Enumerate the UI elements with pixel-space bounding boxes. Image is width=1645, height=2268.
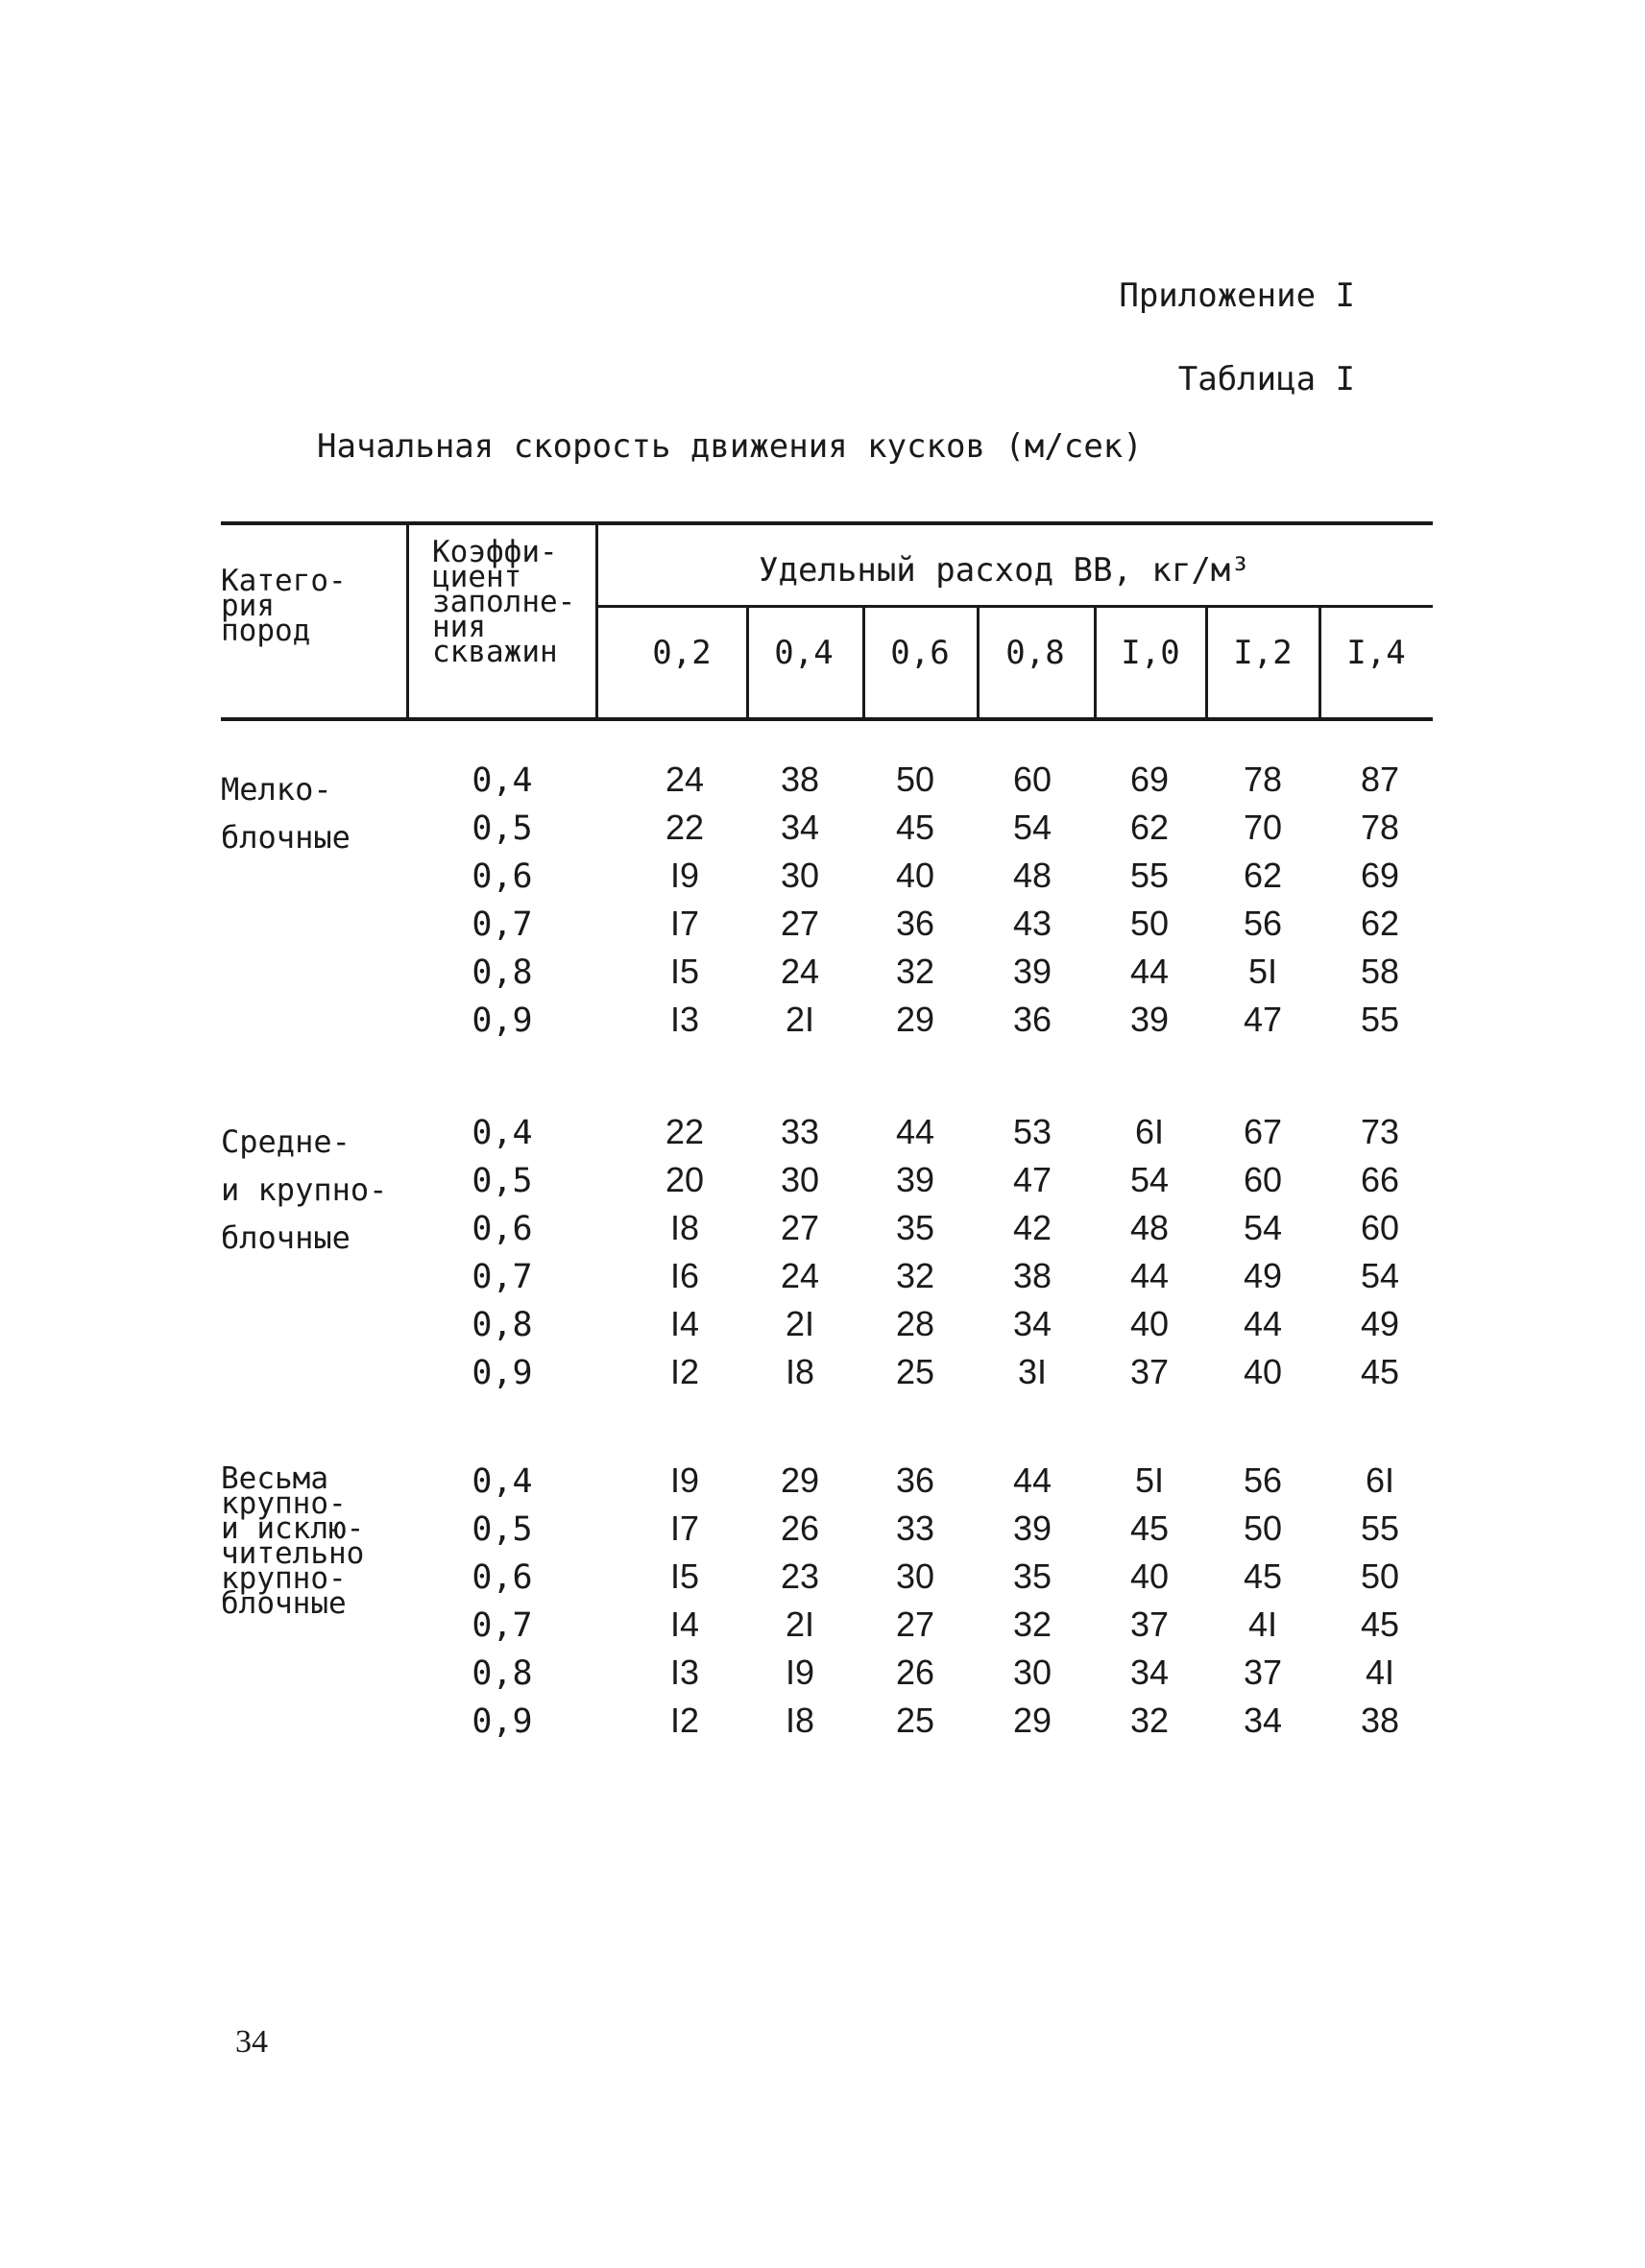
velocity-cell: 50 <box>1360 1556 1400 1596</box>
velocity-cell: 37 <box>1243 1653 1283 1692</box>
fill-coefficient-cell: 0,9 <box>472 1702 533 1741</box>
category-label <box>221 765 351 861</box>
coefficient-header-line: заполне- <box>432 585 576 619</box>
velocity-cell: 69 <box>1360 856 1400 895</box>
velocity-cell: 40 <box>1243 1352 1283 1391</box>
fill-coefficient-cell: 0,8 <box>472 1654 533 1693</box>
velocity-cell: I9 <box>669 1460 700 1500</box>
category-label-line: и крупно- <box>221 1171 388 1208</box>
velocity-cell: I8 <box>785 1701 815 1740</box>
velocity-cell: 32 <box>895 952 935 991</box>
velocity-cell: 30 <box>895 1556 935 1596</box>
rate-divider-4 <box>1094 607 1097 719</box>
velocity-cell: 62 <box>1129 808 1170 847</box>
rate-divider-6 <box>1318 607 1321 719</box>
velocity-cell: 66 <box>1360 1160 1400 1199</box>
velocity-cell: 3I <box>1017 1352 1048 1391</box>
velocity-cell: 34 <box>1012 1304 1052 1343</box>
velocity-cell: 27 <box>895 1604 935 1644</box>
velocity-cell: 44 <box>1243 1304 1283 1343</box>
table-top-rule <box>221 521 1433 525</box>
velocity-cell: 5I <box>1247 952 1278 991</box>
velocity-cell: I3 <box>669 1653 700 1692</box>
velocity-cell: 40 <box>895 856 935 895</box>
velocity-cell: 78 <box>1360 808 1400 847</box>
velocity-cell: 50 <box>1243 1508 1283 1548</box>
fill-coefficient-cell: 0,8 <box>472 953 533 992</box>
velocity-cell: 44 <box>895 1112 935 1151</box>
category-column-header <box>221 564 347 648</box>
velocity-cell: 27 <box>780 1208 820 1247</box>
header-divider-2 <box>595 525 598 719</box>
velocity-cell: 29 <box>1012 1701 1052 1740</box>
page-number: 34 <box>235 2024 268 2060</box>
category-header-line: Катего- <box>221 564 347 598</box>
fill-coefficient-cell: 0,5 <box>472 809 533 848</box>
velocity-cell: I5 <box>669 1556 700 1596</box>
velocity-cell: 30 <box>780 1160 820 1199</box>
velocity-cell: 38 <box>1360 1701 1400 1740</box>
rate-column-header: I,0 <box>1121 634 1180 672</box>
velocity-cell: 35 <box>1012 1556 1052 1596</box>
velocity-cell: 29 <box>780 1460 820 1500</box>
velocity-cell: 39 <box>1012 1508 1052 1548</box>
velocity-cell: 55 <box>1360 1000 1400 1039</box>
velocity-cell: 55 <box>1360 1508 1400 1548</box>
velocity-cell: 25 <box>895 1701 935 1740</box>
coefficient-column-header <box>432 535 576 669</box>
velocity-cell: 54 <box>1012 808 1052 847</box>
velocity-cell: 40 <box>1129 1304 1170 1343</box>
header-divider-1 <box>406 525 409 719</box>
velocity-cell: 29 <box>895 1000 935 1039</box>
category-label <box>221 1118 387 1262</box>
velocity-cell: 58 <box>1360 952 1400 991</box>
velocity-cell: I3 <box>669 1000 700 1039</box>
rate-divider-3 <box>977 607 980 719</box>
category-header-line: рия <box>221 589 275 623</box>
velocity-cell: 36 <box>895 904 935 943</box>
velocity-cell: I2 <box>669 1701 700 1740</box>
coefficient-header-line: скважин <box>432 635 558 669</box>
velocity-cell: 69 <box>1129 760 1170 799</box>
velocity-cell: 48 <box>1012 856 1052 895</box>
velocity-cell: I7 <box>669 904 700 943</box>
velocity-cell: 32 <box>1129 1701 1170 1740</box>
velocity-cell: 56 <box>1243 1460 1283 1500</box>
category-label-line: крупно- <box>221 1561 347 1596</box>
velocity-cell: 39 <box>1012 952 1052 991</box>
velocity-cell: 4I <box>1247 1604 1278 1644</box>
velocity-cell: 53 <box>1012 1112 1052 1151</box>
rate-divider-2 <box>862 607 865 719</box>
velocity-cell: 26 <box>895 1653 935 1692</box>
velocity-cell: 37 <box>1129 1604 1170 1644</box>
velocity-cell: 45 <box>1129 1508 1170 1548</box>
velocity-cell: 38 <box>780 760 820 799</box>
velocity-cell: 6I <box>1134 1112 1165 1151</box>
velocity-cell: 2I <box>785 1304 815 1343</box>
velocity-cell: 44 <box>1129 1256 1170 1295</box>
velocity-cell: 22 <box>665 1112 705 1151</box>
category-label-line: чительно <box>221 1536 365 1571</box>
rate-divider-5 <box>1205 607 1208 719</box>
velocity-cell: 56 <box>1243 904 1283 943</box>
velocity-cell: 78 <box>1243 760 1283 799</box>
velocity-cell: 43 <box>1012 904 1052 943</box>
velocity-cell: 48 <box>1129 1208 1170 1247</box>
appendix-label: Приложение I <box>1119 277 1355 315</box>
velocity-cell: 39 <box>895 1160 935 1199</box>
velocity-cell: 47 <box>1012 1160 1052 1199</box>
velocity-cell: 34 <box>1243 1701 1283 1740</box>
velocity-cell: 34 <box>780 808 820 847</box>
rate-column-header: I,2 <box>1233 634 1293 672</box>
velocity-cell: 49 <box>1360 1304 1400 1343</box>
velocity-cell: 54 <box>1360 1256 1400 1295</box>
fill-coefficient-cell: 0,7 <box>472 905 533 944</box>
velocity-cell: 24 <box>780 952 820 991</box>
fill-coefficient-cell: 0,9 <box>472 1354 533 1392</box>
category-header-line: пород <box>221 614 311 648</box>
category-label-line: блочные <box>221 1219 351 1256</box>
velocity-cell: I7 <box>669 1508 700 1548</box>
velocity-cell: 44 <box>1012 1460 1052 1500</box>
velocity-cell: 30 <box>780 856 820 895</box>
fill-coefficient-cell: 0,4 <box>472 1462 533 1501</box>
velocity-cell: 35 <box>895 1208 935 1247</box>
velocity-cell: 30 <box>1012 1653 1052 1692</box>
velocity-cell: 47 <box>1243 1000 1283 1039</box>
category-label-line: блочные <box>221 1586 347 1621</box>
table-title: Начальная скорость движения кусков (м/сек) <box>317 427 1143 466</box>
velocity-cell: 60 <box>1012 760 1052 799</box>
table-number-label: Таблица I <box>1177 360 1355 398</box>
velocity-cell: 37 <box>1129 1352 1170 1391</box>
category-label-line: Весьма <box>221 1461 328 1496</box>
header-sub-rule <box>595 605 1433 608</box>
velocity-cell: 26 <box>780 1508 820 1548</box>
velocity-cell: 32 <box>895 1256 935 1295</box>
fill-coefficient-cell: 0,6 <box>472 857 533 896</box>
header-bottom-rule <box>221 717 1433 721</box>
velocity-cell: 67 <box>1243 1112 1283 1151</box>
velocity-cell: 70 <box>1243 808 1283 847</box>
velocity-cell: 45 <box>1243 1556 1283 1596</box>
rate-divider-1 <box>746 607 749 719</box>
velocity-cell: I5 <box>669 952 700 991</box>
velocity-cell: 73 <box>1360 1112 1400 1151</box>
velocity-cell: 62 <box>1360 904 1400 943</box>
fill-coefficient-cell: 0,7 <box>472 1606 533 1645</box>
velocity-cell: 49 <box>1243 1256 1283 1295</box>
fill-coefficient-cell: 0,4 <box>472 761 533 800</box>
velocity-cell: 55 <box>1129 856 1170 895</box>
velocity-cell: 23 <box>780 1556 820 1596</box>
velocity-cell: 62 <box>1243 856 1283 895</box>
coefficient-header-line: циент <box>432 560 522 594</box>
velocity-cell: 22 <box>665 808 705 847</box>
velocity-cell: I8 <box>785 1352 815 1391</box>
velocity-cell: 2I <box>785 1604 815 1644</box>
coefficient-header-line: ния <box>432 610 486 644</box>
velocity-cell: 45 <box>895 808 935 847</box>
velocity-cell: I6 <box>669 1256 700 1295</box>
velocity-cell: 27 <box>780 904 820 943</box>
velocity-cell: I8 <box>669 1208 700 1247</box>
velocity-cell: 34 <box>1129 1653 1170 1692</box>
velocity-cell: 42 <box>1012 1208 1052 1247</box>
fill-coefficient-cell: 0,8 <box>472 1306 533 1344</box>
velocity-cell: I2 <box>669 1352 700 1391</box>
rate-column-header: 0,2 <box>652 634 712 672</box>
fill-coefficient-cell: 0,7 <box>472 1258 533 1296</box>
specific-consumption-header: Удельный расход ВВ, кг/м³ <box>759 551 1250 590</box>
velocity-cell: 36 <box>895 1460 935 1500</box>
fill-coefficient-cell: 0,9 <box>472 1001 533 1040</box>
velocity-cell: 25 <box>895 1352 935 1391</box>
velocity-cell: 33 <box>780 1112 820 1151</box>
velocity-cell: 24 <box>665 760 705 799</box>
velocity-cell: 54 <box>1243 1208 1283 1247</box>
category-label-line: Мелко- <box>221 771 332 808</box>
velocity-cell: 87 <box>1360 760 1400 799</box>
fill-coefficient-cell: 0,4 <box>472 1114 533 1152</box>
velocity-cell: 54 <box>1129 1160 1170 1199</box>
category-label-line: и исклю- <box>221 1511 365 1546</box>
velocity-cell: 60 <box>1243 1160 1283 1199</box>
velocity-cell: 45 <box>1360 1604 1400 1644</box>
velocity-cell: 38 <box>1012 1256 1052 1295</box>
velocity-cell: 20 <box>665 1160 705 1199</box>
fill-coefficient-cell: 0,6 <box>472 1210 533 1248</box>
velocity-cell: 50 <box>1129 904 1170 943</box>
velocity-cell: 32 <box>1012 1604 1052 1644</box>
velocity-cell: 5I <box>1134 1460 1165 1500</box>
velocity-cell: I4 <box>669 1304 700 1343</box>
coefficient-header-line: Коэффи- <box>432 535 558 569</box>
velocity-cell: 33 <box>895 1508 935 1548</box>
velocity-cell: I4 <box>669 1604 700 1644</box>
rate-column-header: 0,8 <box>1005 634 1065 672</box>
category-label-line: Средне- <box>221 1123 351 1160</box>
fill-coefficient-cell: 0,5 <box>472 1510 533 1549</box>
velocity-cell: 28 <box>895 1304 935 1343</box>
velocity-cell: I9 <box>785 1653 815 1692</box>
fill-coefficient-cell: 0,6 <box>472 1558 533 1597</box>
fill-coefficient-cell: 0,5 <box>472 1162 533 1200</box>
velocity-cell: 44 <box>1129 952 1170 991</box>
velocity-cell: 36 <box>1012 1000 1052 1039</box>
velocity-cell: 2I <box>785 1000 815 1039</box>
category-label-line: крупно- <box>221 1486 347 1521</box>
category-label-line: блочные <box>221 819 351 856</box>
velocity-cell: 24 <box>780 1256 820 1295</box>
category-label <box>221 1461 365 1621</box>
velocity-cell: 40 <box>1129 1556 1170 1596</box>
rate-column-header: 0,4 <box>774 634 834 672</box>
velocity-cell: 39 <box>1129 1000 1170 1039</box>
rate-column-header: 0,6 <box>890 634 950 672</box>
velocity-cell: 6I <box>1365 1460 1395 1500</box>
velocity-cell: 4I <box>1365 1653 1395 1692</box>
velocity-cell: 60 <box>1360 1208 1400 1247</box>
velocity-cell: 50 <box>895 760 935 799</box>
rate-column-header: I,4 <box>1346 634 1406 672</box>
velocity-cell: I9 <box>669 856 700 895</box>
velocity-cell: 45 <box>1360 1352 1400 1391</box>
